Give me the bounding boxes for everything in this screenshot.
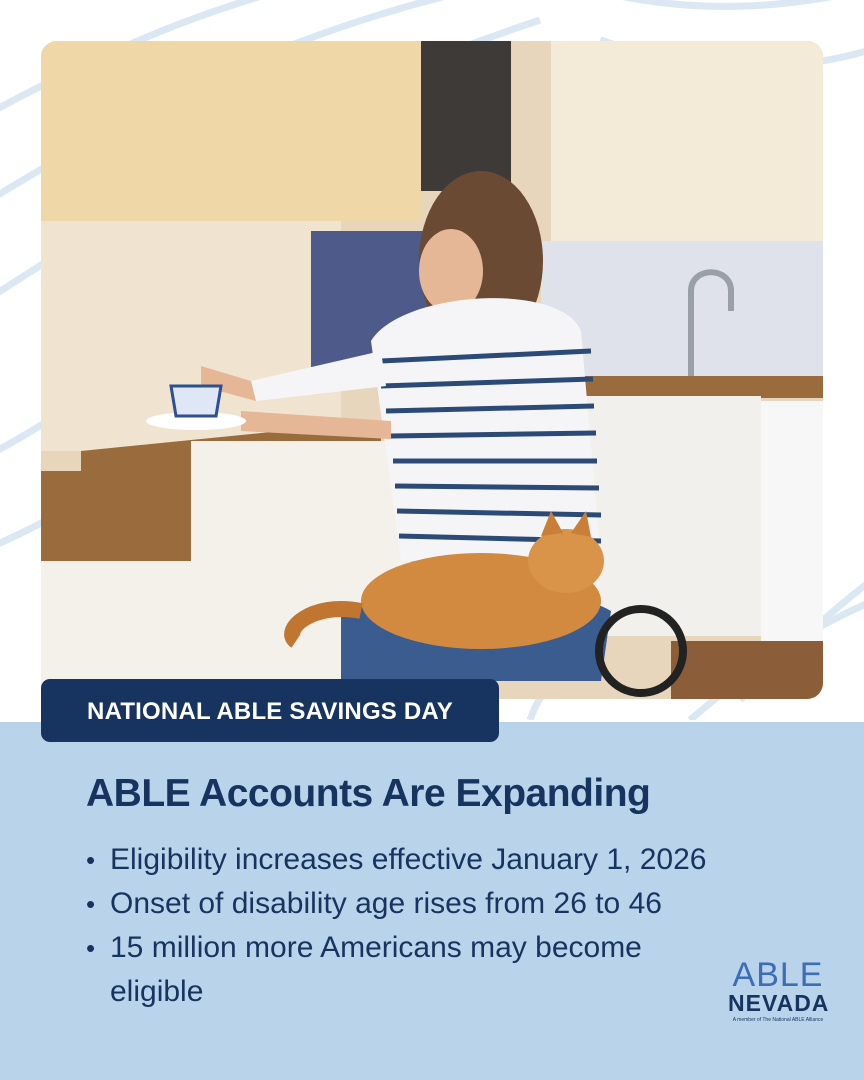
kitchen-scene-illustration xyxy=(41,41,823,699)
bullet-marker: • xyxy=(86,845,96,875)
logo-wordmark-top: ABLE xyxy=(732,956,824,994)
bullet-text: Eligibility increases effective January 1, 2026 xyxy=(110,843,707,876)
hero-photo xyxy=(41,41,823,699)
bullet-list xyxy=(86,838,726,1014)
able-nevada-logo xyxy=(728,958,828,1030)
bullet-text: 15 million more Americans may become eligible xyxy=(110,931,642,1008)
headline: ABLE Accounts Are Expanding xyxy=(86,772,651,815)
event-badge-label: NATIONAL ABLE SAVINGS DAY xyxy=(87,697,453,725)
bullet-item xyxy=(86,838,726,882)
bullet-marker: • xyxy=(86,933,96,963)
event-badge xyxy=(41,679,499,742)
bullet-text: Onset of disability age rises from 26 to 46 xyxy=(110,887,662,920)
bullet-marker: • xyxy=(86,889,96,919)
logo-wordmark-bottom: NEVADA xyxy=(728,990,830,1016)
bullet-item xyxy=(86,882,726,926)
bullet-item xyxy=(86,926,726,1014)
logo-tagline: A member of The National ABLE Alliance xyxy=(732,1017,824,1023)
